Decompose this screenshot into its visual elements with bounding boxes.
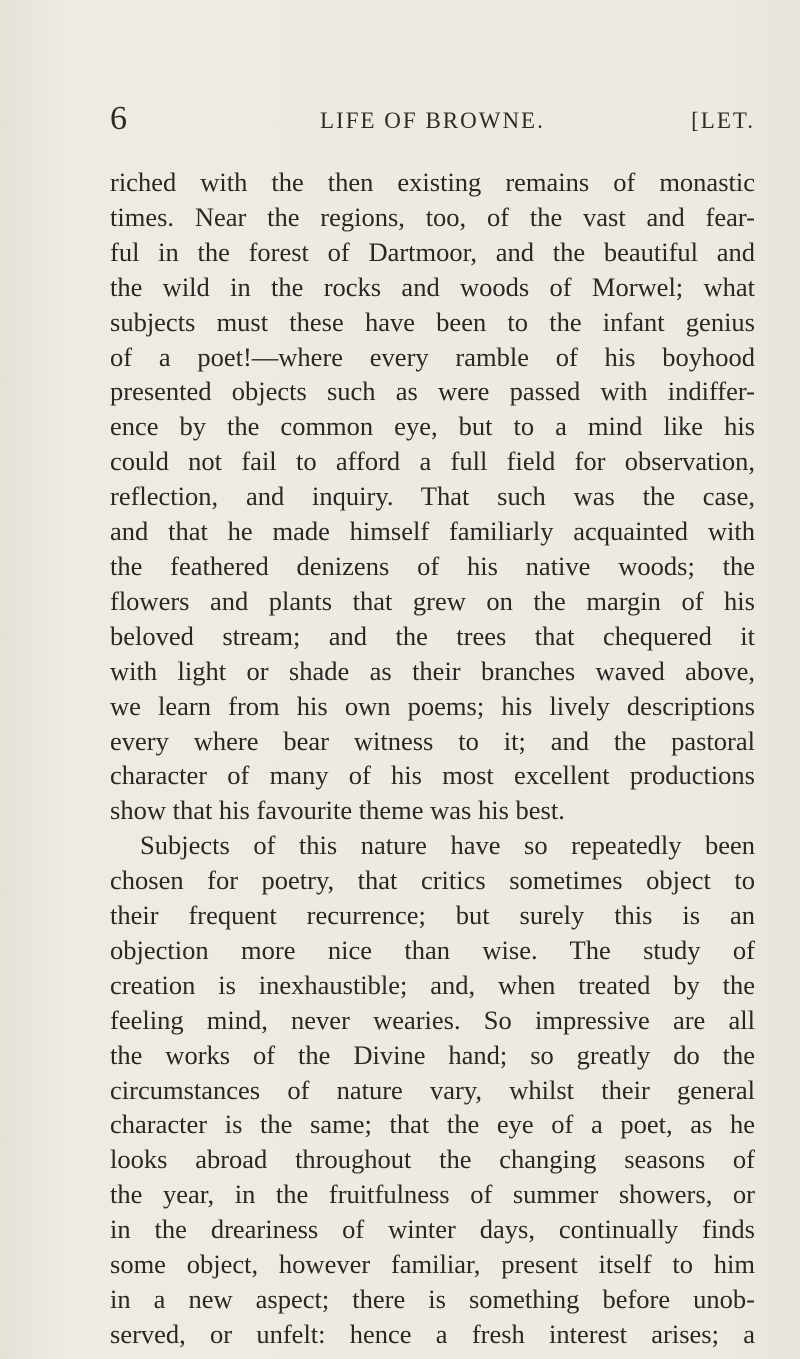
text-line: served, or unfelt: hence a fresh interest arises; a [110, 1318, 755, 1349]
text-line: could not fail to afford a full field for observation, [110, 446, 755, 477]
running-head [110, 100, 755, 140]
text-line: their frequent recurrence; but surely this is an [110, 900, 755, 931]
text-line: beloved stream; and the trees that chequered it [110, 620, 755, 651]
text-line: feeling mind, never wearies. So impressive are all [110, 1004, 755, 1035]
text-line: subjects must these have been to the infant genius [110, 306, 755, 337]
text-line: ence by the common eye, but to a mind like his [110, 411, 755, 442]
text-line: the feathered denizens of his native woods; the [110, 550, 755, 581]
text-line: character is the same; that the eye of a poet, as he [110, 1109, 755, 1140]
text-line: of a poet!—where every ramble of his boyhood [110, 341, 755, 372]
text-line: times. Near the regions, too, of the vast and fear- [110, 201, 755, 232]
text-line: and that he made himself familiarly acquainted with [110, 516, 755, 547]
running-title: LIFE OF BROWNE. [320, 108, 545, 133]
text-line: in the dreariness of winter days, continually finds [110, 1214, 755, 1245]
text-line: character of many of his most excellent productions [110, 760, 755, 791]
text-line: in a new aspect; there is something before unob- [110, 1284, 755, 1314]
text-line: objection more nice than wise. The study of [110, 934, 755, 965]
body-text [110, 165, 755, 1352]
text-line: some object, however familiar, present itself to him [110, 1249, 755, 1280]
text-line: flowers and plants that grew on the margin of his [110, 585, 755, 616]
text-line: every where bear witness to it; and the pastoral [110, 725, 755, 756]
text-line: looks abroad throughout the changing seasons of [110, 1144, 755, 1175]
text-line: the wild in the rocks and woods of Morwel; what [110, 271, 755, 302]
text-line: presented objects such as were passed with indiffer- [110, 376, 755, 407]
paragraph-end-line: show that his favourite theme was his best. [110, 795, 565, 826]
text-line: the year, in the fruitfulness of summer showers, or [110, 1179, 755, 1210]
text-line: circumstances of nature vary, whilst their general [110, 1074, 755, 1105]
text-line: chosen for poetry, that critics sometimes object to [110, 865, 755, 896]
running-section: [LET. [691, 108, 755, 133]
text-line: creation is inexhaustible; and, when treated by the [110, 969, 755, 1000]
text-line: reflection, and inquiry. That such was the case, [110, 481, 755, 512]
text-line: riched with the then existing remains of monastic [110, 167, 755, 197]
text-line: we learn from his own poems; his lively descriptions [110, 690, 755, 721]
page-number: 6 [110, 100, 127, 137]
text-line: ful in the forest of Dartmoor, and the beautiful and [110, 236, 755, 267]
text-line: the works of the Divine hand; so greatly do the [110, 1039, 755, 1070]
text-line: with light or shade as their branches waved above, [110, 655, 755, 686]
paragraph-start-line: Subjects of this nature have so repeatedly been [140, 830, 755, 861]
